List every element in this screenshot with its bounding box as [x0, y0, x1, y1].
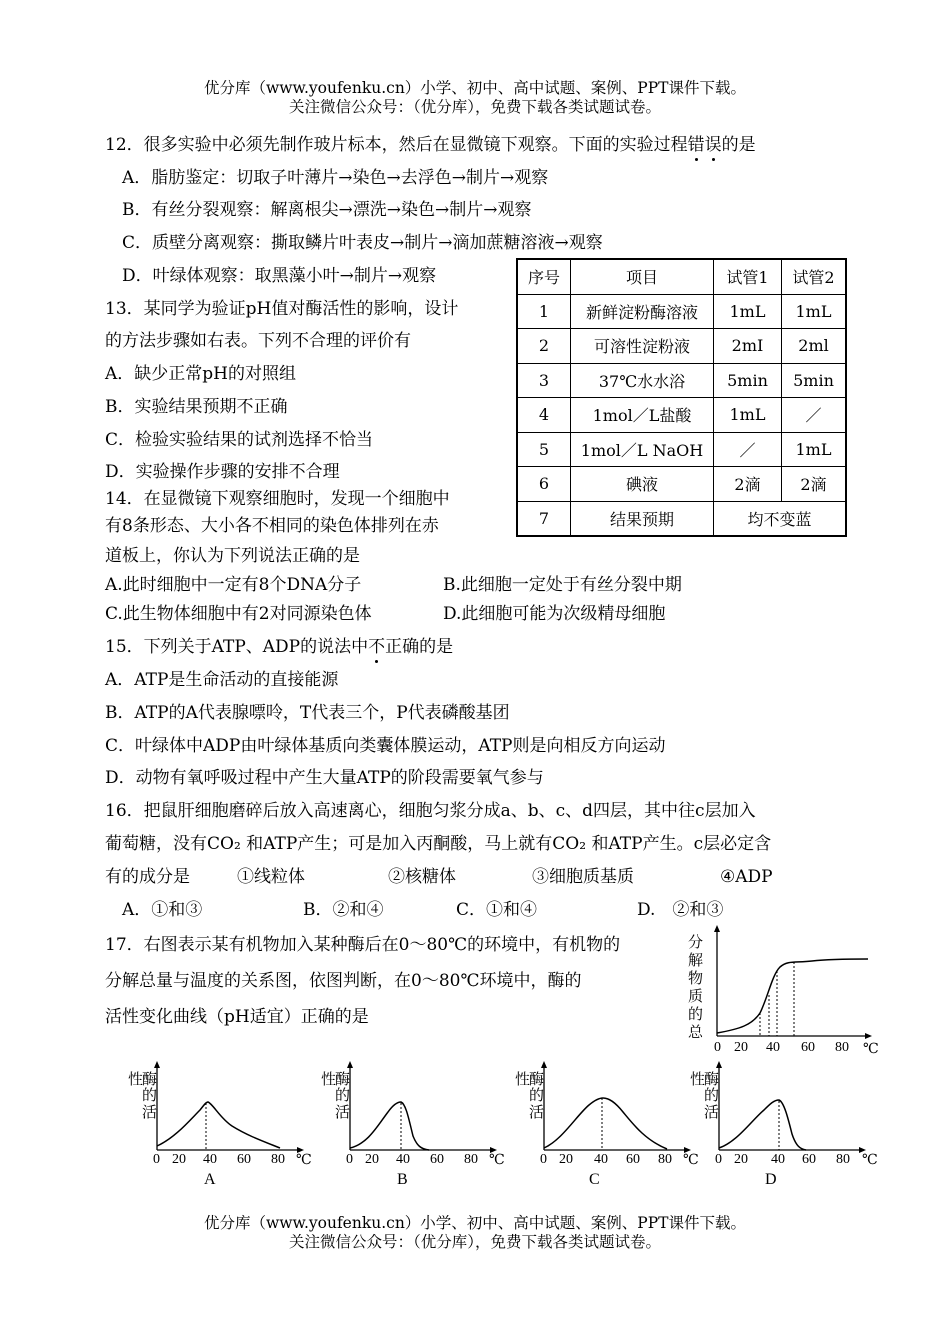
table-cell: 均不变蓝	[714, 501, 847, 536]
q14-option-d: D.此细胞可能为次级精母细胞	[443, 604, 666, 624]
table-header-cell: 序号	[517, 259, 571, 294]
table-cell: 2滴	[782, 467, 847, 502]
q13-option-c: C．检验实验结果的试剂选择不恰当	[105, 430, 374, 450]
graph-xtick: 40	[396, 1152, 410, 1167]
q16-option-b: B．②和④	[303, 900, 384, 920]
footer-line-2: 关注微信公众号：（优分库），免费下载各类试题试卷。	[288, 1233, 661, 1251]
graph-ylabel-char: 性	[515, 1072, 531, 1088]
graph-ylabel-char: 活	[335, 1105, 351, 1121]
x-arrow-icon	[865, 1033, 872, 1039]
table-cell: 5min	[714, 363, 782, 398]
activity-curve	[350, 1102, 429, 1150]
option-graph-d	[682, 1060, 882, 1190]
q16-line-2: 葡萄糖，没有CO₂ 和ATP产生；可是加入丙酮酸，马上就有CO₂ 和ATP产生。c层必定含	[105, 834, 772, 854]
table-row	[517, 363, 846, 398]
q14-stem-1: 14．在显微镜下观察细胞时，发现一个细胞中	[105, 489, 450, 509]
graph-unit: ℃	[862, 1153, 878, 1168]
footer-line-1: 优分库（www.youfenku.cn）小学、初中、高中试题、案例、PPT课件下载。	[203, 1214, 747, 1232]
q16-option-a: A．①和③	[122, 900, 203, 920]
graph-xtick: 80	[835, 1040, 849, 1055]
graph-xtick: 0	[714, 1040, 721, 1055]
graph-xtick: 60	[801, 1040, 815, 1055]
decomposition-curve	[717, 959, 868, 1033]
table-cell: 新鲜淀粉酶溶液	[571, 294, 714, 329]
table-row	[517, 398, 846, 433]
graph-ylabel-char: 的	[704, 1088, 720, 1104]
y-arrow-icon	[154, 1061, 160, 1068]
option-graph-a	[120, 1060, 320, 1190]
q16-option-d: D. ②和③	[637, 900, 724, 920]
graph-xtick: 20	[559, 1152, 573, 1167]
graph-xtick: 80	[271, 1152, 285, 1167]
graph-xtick: 0	[540, 1152, 547, 1167]
activity-curve	[157, 1102, 280, 1148]
q17-line-2: 分解总量与温度的关系图，依图判断，在0～80℃环境中，酶的	[105, 971, 582, 991]
graph-xtick: 60	[802, 1152, 816, 1167]
table-cell: 7	[517, 501, 571, 536]
graph-xtick: 60	[626, 1152, 640, 1167]
graph-xtick: 20	[365, 1152, 379, 1167]
q12-option-d: D．叶绿体观察：取黑藻小叶→制片→观察	[122, 266, 437, 286]
y-arrow-icon	[541, 1061, 547, 1068]
q16-line-3: 有的成分是	[105, 867, 190, 887]
q16-item-1: ①线粒体	[237, 867, 305, 887]
table-header-row	[517, 259, 846, 294]
table-cell: 可溶性淀粉液	[571, 329, 714, 364]
table-cell: ／	[714, 432, 782, 467]
q12-option-a: A．脂肪鉴定：切取子叶薄片→染色→去浮色→制片→观察	[122, 168, 549, 188]
q12-option-c: C．质壁分离观察：撕取鳞片叶表皮→制片→滴加蔗糖溶液→观察	[122, 233, 603, 253]
table-header-cell: 项目	[571, 259, 714, 294]
q12-option-b: B．有丝分裂观察：解离根尖→漂洗→染色→制片→观察	[122, 200, 532, 220]
graph-ylabel-char: 分	[688, 935, 704, 951]
graph-xtick: 0	[346, 1152, 353, 1167]
graph-xtick: 0	[715, 1152, 722, 1167]
table-cell: 2ml	[782, 329, 847, 364]
header-line-1: 优分库（www.youfenku.cn）小学、初中、高中试题、案例、PPT课件下载。	[203, 79, 747, 97]
q15-option-b: B．ATP的A代表腺嘌呤，T代表三个，P代表磷酸基团	[105, 703, 510, 723]
activity-curve	[719, 1100, 806, 1150]
header-line-2: 关注微信公众号：（优分库），免费下载各类试题试卷。	[288, 98, 661, 116]
y-arrow-icon	[714, 925, 720, 932]
q15-option-c: C．叶绿体中ADP由叶绿体基质向类囊体膜运动，ATP则是向相反方向运动	[105, 736, 666, 756]
graph-ylabel-char: 的	[688, 1007, 704, 1023]
table-cell: 1mL	[714, 398, 782, 433]
option-graph-b	[313, 1060, 513, 1190]
graph-ylabel-char: 的	[335, 1088, 351, 1104]
option-label-d: D	[765, 1171, 777, 1188]
q16-item-3: ③细胞质基质	[532, 867, 634, 887]
q15-option-d: D．动物有氧呼吸过程中产生大量ATP的阶段需要氧气参与	[105, 768, 544, 788]
graph-xtick: 80	[658, 1152, 672, 1167]
q17-line-3: 活性变化曲线（pH适宜）正确的是	[105, 1007, 369, 1027]
q14-option-c: C.此生物体细胞中有2对同源染色体	[105, 604, 372, 624]
table-cell: 碘液	[571, 467, 714, 502]
table-cell: 37℃水水浴	[571, 363, 714, 398]
table-cell: 1mL	[782, 294, 847, 329]
graph-ylabel-char: 性	[128, 1072, 144, 1088]
q14-stem-3: 道板上，你认为下列说法正确的是	[105, 546, 360, 566]
table-cell: ／	[782, 398, 847, 433]
q16-option-c: C．①和④	[456, 900, 538, 920]
graph-ylabel-char: 活	[142, 1105, 158, 1121]
graph-xtick: 80	[464, 1152, 478, 1167]
graph-xtick: 40	[771, 1152, 785, 1167]
graph-ylabel-char: 性	[321, 1072, 337, 1088]
graph-ylabel-char: 酶	[335, 1072, 351, 1088]
option-label-a: A	[204, 1171, 216, 1188]
graph-unit: ℃	[489, 1153, 505, 1168]
y-arrow-icon	[716, 1061, 722, 1068]
q16-item-2: ②核糖体	[388, 867, 456, 887]
graph-ylabel-char: 活	[704, 1105, 720, 1121]
table-cell: 2mI	[714, 329, 782, 364]
y-arrow-icon	[347, 1061, 353, 1068]
table-cell: 6	[517, 467, 571, 502]
graph-xtick: 20	[734, 1152, 748, 1167]
table-cell: 1mol／L NaOH	[571, 432, 714, 467]
graph-ylabel-char: 性	[690, 1072, 706, 1088]
table-cell: 1mL	[782, 432, 847, 467]
q13-stem-2: 的方法步骤如右表。下列不合理的评价有	[105, 331, 411, 351]
table-header-cell: 试管2	[782, 259, 847, 294]
table-row	[517, 432, 846, 467]
decomposition-graph	[680, 925, 890, 1060]
table-cell: 1	[517, 294, 571, 329]
graph-ylabel-char: 总	[688, 1025, 704, 1041]
table-cell: 5	[517, 432, 571, 467]
table-cell: 结果预期	[571, 501, 714, 536]
table-row	[517, 467, 846, 502]
option-label-b: B	[397, 1171, 408, 1188]
graph-xtick: 60	[430, 1152, 444, 1167]
q16-line-1: 16．把鼠肝细胞磨碎后放入高速离心，细胞匀浆分成a、b、c、d四层，其中往c层加入	[105, 801, 756, 821]
graph-ylabel-char: 质	[688, 989, 704, 1005]
graph-xtick: 80	[836, 1152, 850, 1167]
option-graph-c	[507, 1060, 707, 1190]
q12-stem: 12．很多实验中必须先制作玻片标本，然后在显微镜下观察。下面的实验过程错误的是	[105, 135, 756, 155]
q13-option-d: D．实验操作步骤的安排不合理	[105, 462, 340, 482]
table-cell: 3	[517, 363, 571, 398]
graph-ylabel-char: 物	[688, 971, 704, 987]
table-row	[517, 294, 846, 329]
q15-stem: 15．下列关于ATP、ADP的说法中不正确的是	[105, 637, 454, 657]
graph-ylabel-char: 的	[529, 1088, 545, 1104]
graph-xtick: 0	[153, 1152, 160, 1167]
table-row	[517, 501, 846, 536]
graph-unit: ℃	[683, 1153, 699, 1168]
activity-curve	[544, 1098, 667, 1149]
graph-xtick: 40	[203, 1152, 217, 1167]
graph-ylabel-char: 的	[142, 1088, 158, 1104]
table-cell: 1mol／L盐酸	[571, 398, 714, 433]
table-row	[517, 329, 846, 364]
graph-xtick: 20	[734, 1040, 748, 1055]
graph-ylabel-char: 活	[529, 1105, 545, 1121]
graph-ylabel-char: 解	[688, 953, 704, 969]
graph-ylabel-char: 酶	[142, 1072, 158, 1088]
q13-option-b: B．实验结果预期不正确	[105, 397, 288, 417]
q14-option-a: A.此时细胞中一定有8个DNA分子	[105, 575, 362, 595]
table-cell: 2滴	[714, 467, 782, 502]
experiment-table	[516, 258, 847, 537]
q14-option-b: B.此细胞一定处于有丝分裂中期	[443, 575, 682, 595]
graph-xtick: 40	[594, 1152, 608, 1167]
q13-option-a: A．缺少正常pH的对照组	[105, 364, 296, 384]
graph-ylabel-char: 酶	[529, 1072, 545, 1088]
q14-stem-2: 有8条形态、大小各不相同的染色体排列在赤	[105, 516, 439, 536]
graph-unit: ℃	[296, 1153, 312, 1168]
table-cell: 1mL	[714, 294, 782, 329]
table-cell: 2	[517, 329, 571, 364]
graph-ylabel-char: 酶	[704, 1072, 720, 1088]
graph-unit: ℃	[863, 1042, 879, 1057]
table-cell: 5min	[782, 363, 847, 398]
q13-stem-1: 13．某同学为验证pH值对酶活性的影响，设计	[105, 299, 459, 319]
table-header-cell: 试管1	[714, 259, 782, 294]
option-label-c: C	[589, 1171, 600, 1188]
table-cell: 4	[517, 398, 571, 433]
graph-xtick: 60	[237, 1152, 251, 1167]
graph-xtick: 20	[172, 1152, 186, 1167]
q16-item-4: ④ADP	[720, 867, 773, 887]
q15-option-a: A．ATP是生命活动的直接能源	[105, 670, 339, 690]
graph-xtick: 40	[766, 1040, 780, 1055]
q17-line-1: 17．右图表示某有机物加入某种酶后在0～80℃的环境中，有机物的	[105, 935, 621, 955]
